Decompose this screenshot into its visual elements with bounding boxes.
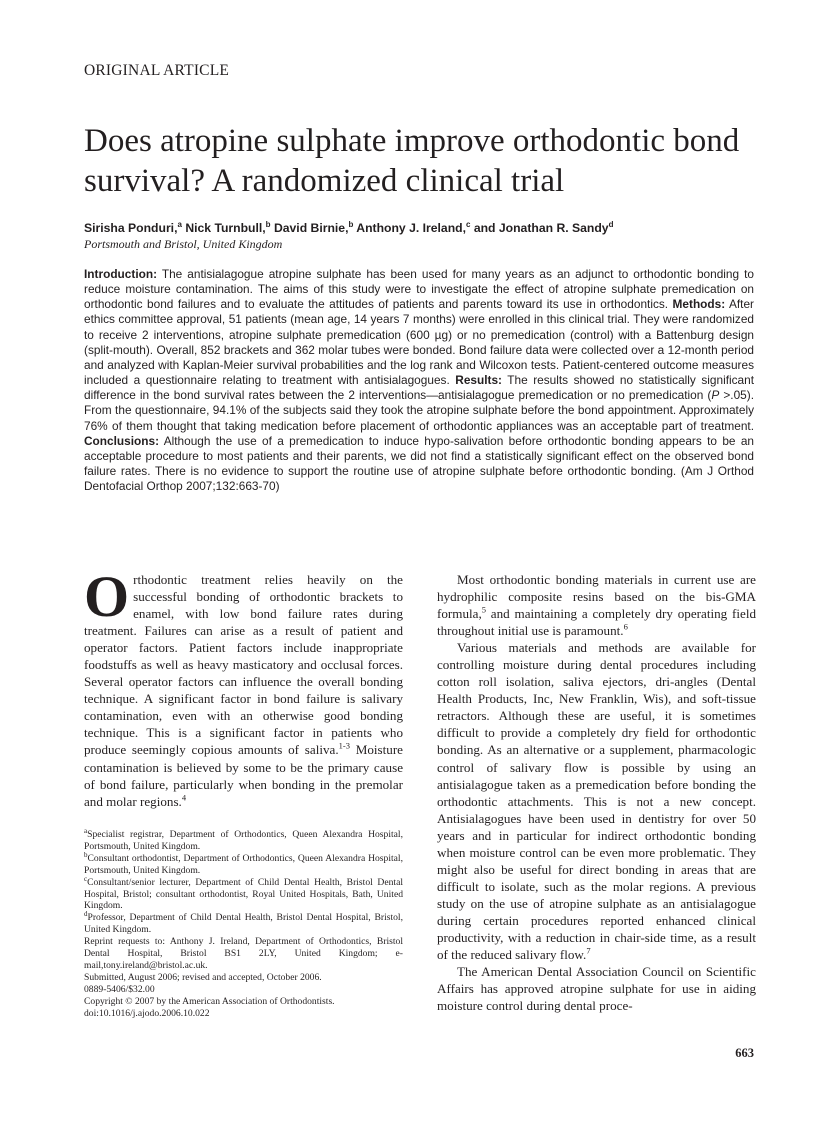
author-affiliation-mark: a xyxy=(177,220,182,229)
author-affiliation-mark: b xyxy=(348,220,354,229)
footnote-mark: d xyxy=(84,910,88,919)
footnote-affiliation-c xyxy=(84,874,403,913)
drop-cap: O xyxy=(84,564,130,629)
footnote-affiliation-a xyxy=(84,826,403,853)
footnote-price: 0889-5406/$32.00 xyxy=(84,983,155,995)
footnote-mark: b xyxy=(84,850,88,859)
footnote-text: Professor, Department of Child Dental Health, Bristol Dental Hospital, Bristol, United Kingdom. xyxy=(84,912,403,936)
footnote-affiliation-d xyxy=(84,912,403,936)
section-label: ORIGINAL ARTICLE xyxy=(84,62,230,79)
author-list xyxy=(84,220,764,235)
abstract-intro-label: Introduction: xyxy=(84,267,158,281)
footnote-reprint: Reprint requests to: Anthony J. Ireland, Department of Orthodontics, Bristol Dental Hospital, Bristol BS1 2LY, United Kingdom; e-mail,tony.ireland@bristol.ac.uk. xyxy=(84,936,403,971)
page-number: 663 xyxy=(735,1046,754,1060)
body-paragraph xyxy=(437,571,756,639)
abstract-results-label: Results: xyxy=(455,373,502,388)
abstract-results-continued: >.05). From the questionnaire, 94.1% of the subjects said they took the atropine sulphate before the bond appointment. Approximately 76% of them thought that taking medication before placement of orthodontic appliances was an acceptable part of treatment. xyxy=(84,388,754,433)
author-affiliation-mark: d xyxy=(608,220,614,229)
author-name: David Birnie, xyxy=(273,221,349,236)
body-text: Various materials and methods are available for controlling moisture during dental procedures including cotton roll isolation, saliva ejectors, dri-angles (Dental Health Products, Inc, New Franklin, Wis), and soft-tissue retractors. Although these are useful, it is sometimes difficult to provide a completely dry field for orthodontic bonding. As an alternative or a supplement, pharmacologic control of salivary flow is possible by using an antisialagogue taken as a premedication before bonding the orthodontic attachments. This is not a new concept. Antisialagogues have been used in dentistry for over 50 years and in particular for indirect orthodontic bonding when moisture control can be even more problematic. They might also be useful for direct bonding in areas that are difficult to isolate, such as the molar regions. A previous study on the use of atropine sulphate as an antisialagogue during certain procedures reported enhanced clinical productivity, with a reduction in chair-side time, as a result of the reduced salivary flow. xyxy=(437,640,756,963)
footnote-mark: a xyxy=(84,826,88,835)
body-text: The American Dental Association Council on Scientific Affairs has approved atropine sulphate for use in aiding moisture control during dental proce- xyxy=(437,964,756,1014)
footnote-doi[interactable]: doi:10.1016/j.ajodo.2006.10.022 xyxy=(84,1007,210,1019)
footnote-mark: c xyxy=(84,874,88,883)
body-paragraph xyxy=(84,564,403,810)
abstract-conclusions: Although the use of a premedication to induce hypo-salivation before orthodontic bonding appears to be an acceptable procedure to most patients and their parents, we did not find a statistically significant effect on the observed bond failure rates. There is no evidence to support the routine use of atropine sulphate before orthodontic bonding. xyxy=(84,433,754,479)
footnote-submitted: Submitted, August 2006; revised and accepted, October 2006. xyxy=(84,971,322,983)
abstract-methods-label: Methods: xyxy=(672,297,726,312)
footnote-text: Specialist registrar, Department of Orthodontics, Queen Alexandra Hospital, Portsmouth, United Kingdom. xyxy=(84,829,403,852)
body-column-right xyxy=(437,571,756,1014)
author-location: Portsmouth and Bristol, United Kingdom xyxy=(84,237,283,251)
abstract-results: The results showed no statistically significant difference in the bond survival rates between the 2 interventions—antisialagogue premedication or no premedication ( xyxy=(84,373,755,403)
body-text: Most orthodontic bonding materials in current use are hydrophilic composite resins based on the bis-GMA formula, xyxy=(437,572,756,622)
footnotes xyxy=(84,826,403,1020)
author-affiliation-mark: b xyxy=(265,220,271,229)
body-paragraph xyxy=(437,639,756,963)
reference-link[interactable]: 1-3 xyxy=(338,741,350,752)
author-name: Anthony J. Ireland, xyxy=(356,221,466,236)
abstract-intro: The antisialagogue atropine sulphate has been used for many years as an adjunct to orthodontic bonding to reduce moisture contamination. The aims of this study were to investigate the effect of atropine sulphate premedication on orthodontic bond failures and to evaluate the attitudes of patients and parents toward its use in orthodontics. xyxy=(84,267,755,312)
abstract-p-value-symbol: P xyxy=(711,388,720,403)
reference-link[interactable]: 4 xyxy=(181,792,187,803)
reference-link[interactable]: 5 xyxy=(481,604,486,615)
footnote-copyright: Copyright © 2007 by the American Association of Orthodontists. xyxy=(84,995,335,1007)
reference-link[interactable]: 6 xyxy=(623,621,628,632)
author-affiliation-mark: c xyxy=(465,220,471,229)
abstract-citation: (Am J Orthod Dentofacial Orthop 2007;132:663-70) xyxy=(84,464,754,494)
reference-link[interactable]: 7 xyxy=(586,945,591,956)
body-text: and maintaining a completely dry operating field throughout initial use is paramount. xyxy=(437,606,756,639)
body-paragraph xyxy=(437,963,756,1014)
abstract-conclusions-label: Conclusions: xyxy=(84,433,160,448)
body-text: rthodontic treatment relies heavily on the successful bonding of orthodontic brackets to enamel, with low bond failure rates during treatment. Failures can arise as a result of patient and operator factors. Patient factors include inappropriate foodstuffs as well as heavy masticatory and occlusal forces. Several operator factors can influence the overall bonding technique. A significant factor in bond failure is salivary contamination, even with an otherwise good bonding technique. This is a significant factor in patients who produce seemingly copious amounts of saliva. xyxy=(84,572,403,758)
author-name: Nick Turnbull, xyxy=(185,221,266,236)
footnote-affiliation-b xyxy=(84,850,403,877)
article-title: Does atropine sulphate improve orthodontic bond survival? A randomized clinical trial xyxy=(84,123,740,199)
footnote-text: Consultant/senior lecturer, Department of Child Dental Health, Bristol Dental Hospital, Bristol; consultant orthodontist, Royal United Hospitals, Bath, United Kingdom. xyxy=(84,876,403,912)
body-text: Moisture contamination is believed by some to be the primary cause of bond failure, particularly when bonding in the premolar and molar regions. xyxy=(84,742,403,809)
body-column-left xyxy=(84,564,403,810)
author-name: and Jonathan R. Sandy xyxy=(473,221,609,236)
footnote-text: Consultant orthodontist, Department of Orthodontics, Queen Alexandra Hospital, Portsmouth, United Kingdom. xyxy=(84,852,403,876)
abstract-methods: After ethics committee approval, 51 patients (mean age, 14 years 7 months) were enrolled in this clinical trial. They were randomized to receive 2 interventions, atropine sulphate premedication (600 µg) or no premedication (control) with a Battenburg design (split-mouth). Overall, 852 brackets and 362 molar tubes were bonded. Bond failure data were collected over a 12-month period and analyzed with Kaplan-Meier survival probabilities and the log rank and Wilcoxon tests. Patient-centered outcome measures included a questionnaire relating to treatment with antisialagogues. xyxy=(84,297,754,388)
author-name: Sirisha Ponduri, xyxy=(84,221,178,236)
abstract xyxy=(84,267,754,494)
